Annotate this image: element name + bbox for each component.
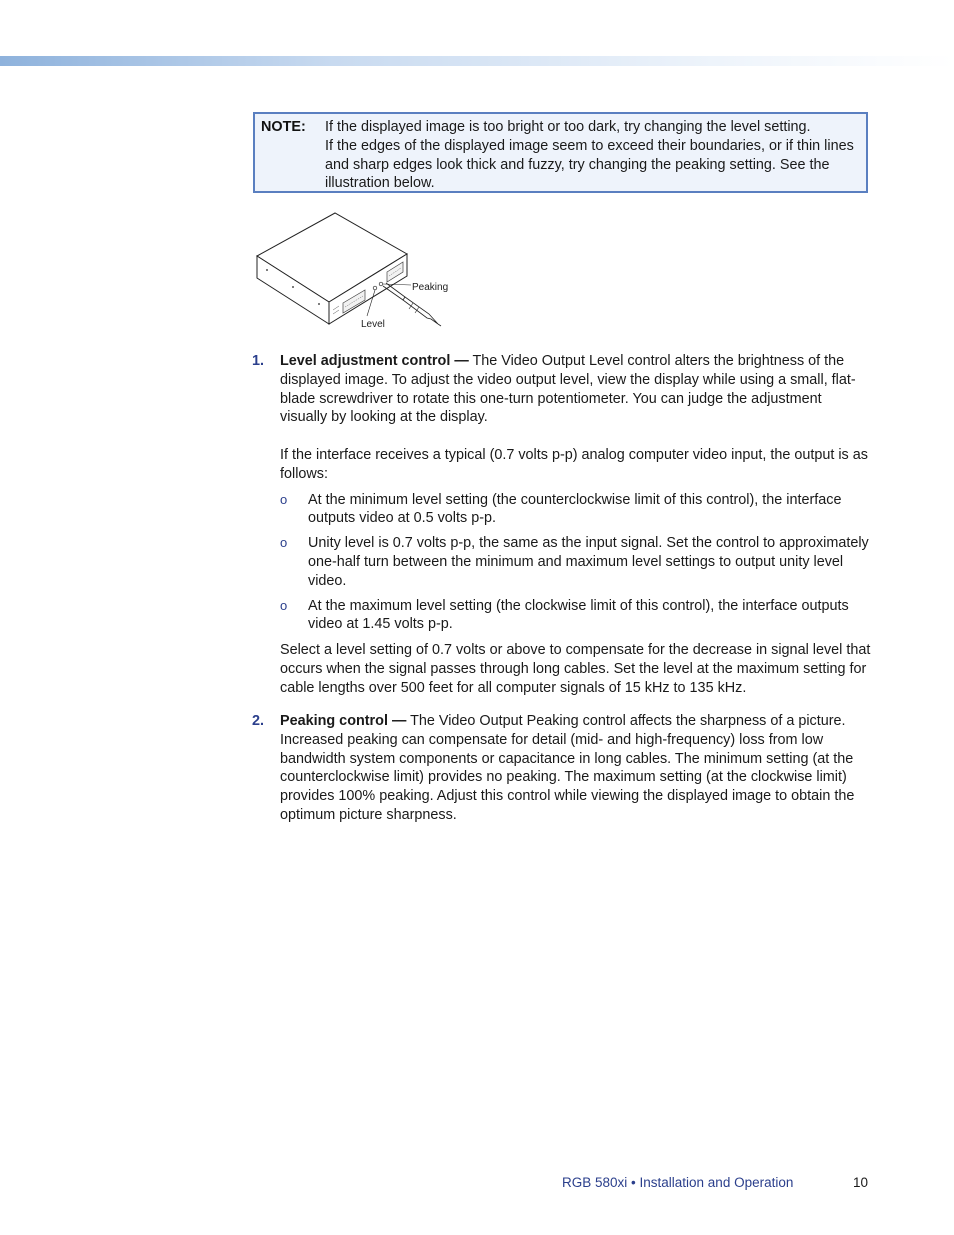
bullet-icon: o — [280, 535, 288, 551]
level-label: Level — [361, 319, 385, 330]
note-line-1: If the displayed image is too bright or too dark, try changing the level setting. — [325, 119, 811, 135]
item-paragraph-3: Select a level setting of 0.7 volts or above to compensate for the decrease in signal level that occurs when the signal passes through long cables. Set the level at the maximum setting for cable lengths over 500 feet for all computer signals of 15 kHz to 135 kHz. — [280, 642, 871, 696]
page-number: 10 — [852, 1175, 868, 1190]
device-illustration — [253, 210, 453, 335]
footer-title: RGB 580xi • Installation and Operation — [562, 1175, 794, 1190]
item-title: Peaking control — — [280, 713, 407, 729]
bullet-item: o At the minimum level setting (the counterclockwise limit of this control), the interface outputs video at 0.5 volts p-p. — [280, 491, 842, 527]
item-text: The Video Output Level control alters the brightness of the displayed image. To adjust the video output level, view the display while using a small, flat-blade screwdriver to rotate this one-turn potentiometer. You can judge the adjustment visually by looking at the display. — [280, 353, 856, 426]
item-number: 2. — [252, 713, 265, 729]
list-item-level-control — [252, 352, 872, 698]
peaking-potentiometer — [379, 282, 383, 286]
note-text — [325, 118, 858, 193]
note-box — [253, 112, 868, 193]
bullet-list — [280, 491, 872, 635]
item-number: 1. — [252, 353, 265, 369]
bullet-item: o At the maximum level setting (the clockwise limit of this control), the interface outputs video at 1.45 volts p-p. — [280, 597, 849, 633]
list-item-peaking-control — [252, 712, 872, 825]
item-title: Level adjustment control — — [280, 353, 469, 369]
note-label: NOTE: — [261, 119, 306, 135]
item-paragraph-2: If the interface receives a typical (0.7 volts p-p) analog computer video input, the output is as follows: — [280, 446, 868, 482]
bullet-icon: o — [280, 597, 288, 613]
header-band — [0, 56, 954, 66]
item-paragraph — [280, 352, 872, 427]
peaking-label: Peaking — [412, 282, 449, 293]
item-text: The Video Output Peaking control affects the sharpness of a picture. Increased peaking can compensate for detail (mid- and high-frequency) loss from low bandwidth system components or capacitance in long cables. The minimum setting (at the counterclockwise limit) provides no peaking. The maximum setting (at the clockwise limit) provides 100% peaking. Adjust this control while viewing the displayed image to obtain the optimum picture sharpness. — [280, 713, 855, 823]
item-paragraph — [280, 712, 872, 825]
bullet-icon: o — [280, 491, 288, 507]
note-line-2: If the edges of the displayed image seem to exceed their boundaries, or if thin lines and sharp edges look thick and fuzzy, try changing the peaking setting. See the illustration below. — [325, 137, 854, 192]
level-potentiometer — [373, 286, 377, 290]
bullet-item: o Unity level is 0.7 volts p-p, the same as the input signal. Set the control to approximately one-half turn between the minimum and maximum level settings to output unity level video. — [280, 535, 869, 589]
